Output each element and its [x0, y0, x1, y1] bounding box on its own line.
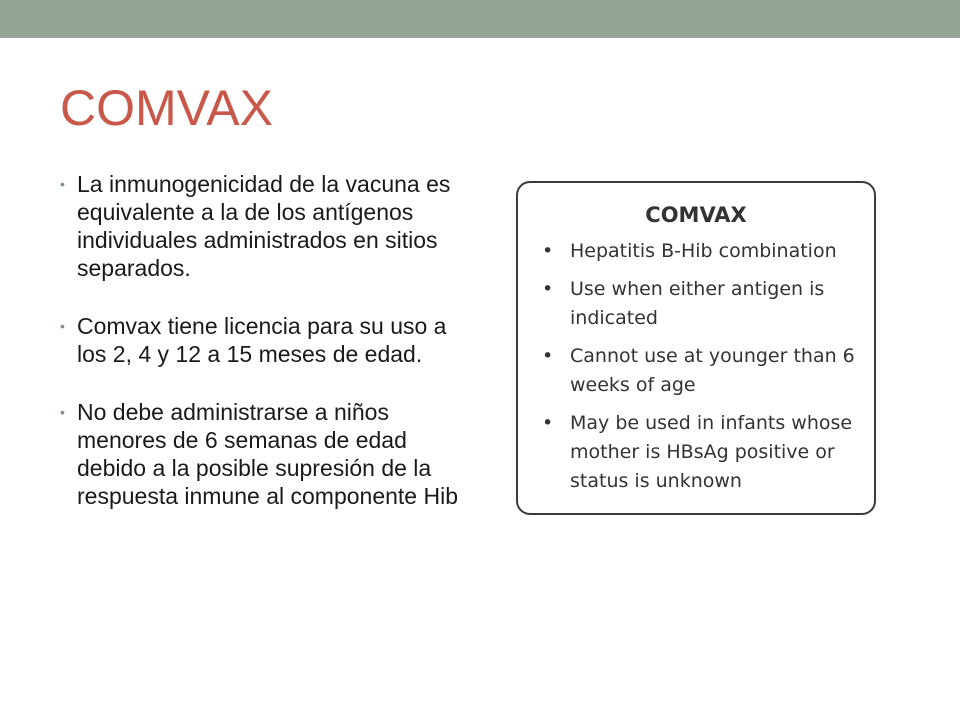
- card-item: [538, 275, 858, 333]
- bullet-text: No debe administrarse a niños menores de 6 semanas de edad debido a la posible supresión de la respuesta inmune al componente Hib: [77, 399, 459, 509]
- card-bullet-marker: •: [542, 240, 554, 262]
- card-bullet-marker: •: [542, 412, 554, 434]
- bullet-item: [60, 170, 480, 282]
- card-item-text: Use when either antigen is indicated: [570, 278, 825, 329]
- card-title: COMVAX: [645, 203, 747, 227]
- card-bullet-marker: •: [542, 345, 554, 367]
- card-item-text: May be used in infants whose mother is HBsAg positive or status is unknown: [570, 412, 853, 492]
- card-item: [538, 237, 858, 266]
- card-item-text: Hepatitis B-Hib combination: [570, 240, 837, 262]
- bullet-text: Comvax tiene licencia para su uso a los 2, 4 y 12 a 15 meses de edad.: [77, 313, 447, 367]
- card-item: [538, 342, 858, 400]
- comvax-info-card: [516, 181, 876, 515]
- card-list: [538, 237, 858, 505]
- slide-title: COMVAX: [60, 80, 273, 136]
- bullet-list: [60, 170, 480, 540]
- bullet-item: [60, 398, 480, 510]
- top-accent-bar: [0, 0, 960, 38]
- bullet-item: [60, 312, 480, 368]
- card-item-text: Cannot use at younger than 6 weeks of age: [570, 345, 855, 396]
- bullet-marker: •: [60, 176, 65, 192]
- card-bullet-marker: •: [542, 278, 554, 300]
- bullet-text: La inmunogenicidad de la vacuna es equivalente a la de los antígenos individuales administrados en sitios separados.: [77, 171, 451, 281]
- bullet-marker: •: [60, 318, 65, 334]
- card-item: [538, 409, 858, 496]
- bullet-marker: •: [60, 404, 65, 420]
